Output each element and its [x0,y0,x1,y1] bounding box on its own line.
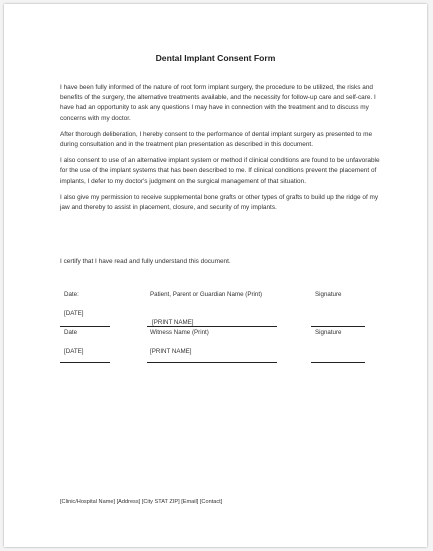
consent-body [60,83,380,219]
date-label: Date: [64,291,79,298]
witness-signature-line[interactable] [311,362,365,363]
patient-name-value[interactable]: [PRINT NAME] [152,319,194,326]
date-value[interactable]: [DATE] [64,310,84,317]
signature-line[interactable] [311,326,365,327]
paragraph-alternative: I also consent to use of an alternative implant system or method if clinical conditions are found to be unfavorable for the use of the implant systems that has been described to me. If clinical conditions prevent the placement of implants, I defer to my doctor's judgment on the surgical management of that situation. [60,157,380,185]
paragraph-consent: After thorough deliberation, I hereby consent to the performance of dental implant surgery as presented to me during consultation and in the treatment plan presentation as described in this document. [60,130,373,149]
clinic-footer: [Clinic/Hospital Name] [Address] [City STAT ZIP] [Email] [Contact] [60,499,223,505]
witness-name-value[interactable]: [PRINT NAME] [150,348,192,355]
witness-name-label: Witness Name (Print) [150,329,209,336]
paragraph-grafts: I also give my permission to receive supplemental bone grafts or other types of grafts to build up the ridge of my jaw and thereby to assist in placement, closure, and security of my implants. [60,193,379,212]
patient-name-label: Patient, Parent or Guardian Name (Print) [150,291,263,298]
witness-name-line [147,362,277,363]
paragraph-informed: I have been fully informed of the nature of root form implant surgery, the procedure to be utilized, the risks and benefits of the surgery, the alternative treatments available, and the necessity for follow-up care and self-care. I have had an opportunity to ask any questions I may have in connection with the treatment and to discuss my concerns with my doctor. [60,84,376,122]
form-title: Dental Implant Consent Form [155,53,276,63]
signature-label: Signature [315,291,342,298]
date-line [60,326,110,327]
witness-date-value[interactable]: [DATE] [64,348,84,355]
document-page [4,4,427,547]
witness-date-line [60,362,110,363]
patient-name-line [147,326,277,327]
witness-signature-label: Signature [315,329,342,336]
witness-date-label: Date [64,329,78,336]
certify-statement: I certify that I have read and fully understand this document. [60,258,231,265]
